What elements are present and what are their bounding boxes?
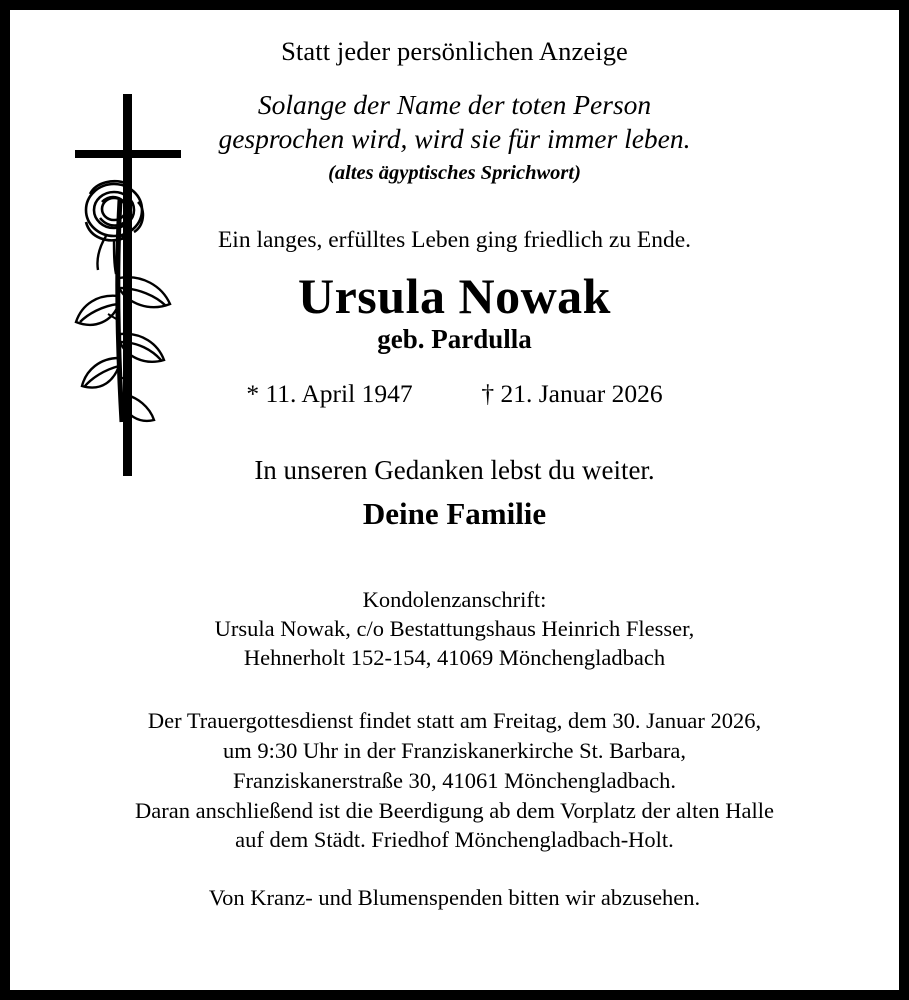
quote-source: (altes ägyptisches Sprichwort) <box>328 161 581 184</box>
cross-with-rose-icon <box>62 82 212 482</box>
maiden-name: geb. Pardulla <box>377 324 532 355</box>
condolence-block <box>38 586 871 672</box>
closing-line: Von Kranz- und Blumenspenden bitten wir abzusehen. <box>208 884 701 910</box>
quote-line-2: gesprochen wird, wird sie für immer leben. <box>218 123 691 155</box>
service-block <box>38 706 871 854</box>
service-line-4: Daran anschließend ist die Beerdigung ab dem Vorplatz der alten Halle <box>135 797 774 823</box>
quote-block <box>135 88 775 155</box>
condolence-title: Kondolenzanschrift: <box>362 587 547 613</box>
service-line-2: um 9:30 Uhr in der Franziskanerkirche St. Barbara, <box>223 738 686 764</box>
header-line: Statt jeder persönlichen Anzeige <box>281 36 628 66</box>
intro-line: Ein langes, erfülltes Leben ging friedlich zu Ende. <box>217 226 692 253</box>
obituary-card <box>7 7 902 993</box>
memory-line: In unseren Gedanken lebst du weiter. <box>254 455 655 486</box>
quote-line-1: Solange der Name der toten Person <box>257 89 652 121</box>
obituary-inner <box>10 10 899 990</box>
condolence-line-2: Hehnerholt 152-154, 41069 Mönchengladbach <box>243 644 666 670</box>
service-line-3: Franziskanerstraße 30, 41061 Mönchengladbach. <box>233 767 676 793</box>
service-line-1: Der Trauergottesdienst findet statt am Freitag, dem 30. Januar 2026, <box>147 708 762 734</box>
family-signature: Deine Familie <box>362 496 547 532</box>
birth-date: * 11. April 1947 <box>246 379 413 409</box>
death-date: † 21. Januar 2026 <box>481 379 663 409</box>
deceased-name: Ursula Nowak <box>298 267 611 324</box>
service-line-5: auf dem Städt. Friedhof Mönchengladbach-Holt. <box>235 827 674 853</box>
condolence-line-1: Ursula Nowak, c/o Bestattungshaus Heinrich Flesser, <box>214 615 695 641</box>
